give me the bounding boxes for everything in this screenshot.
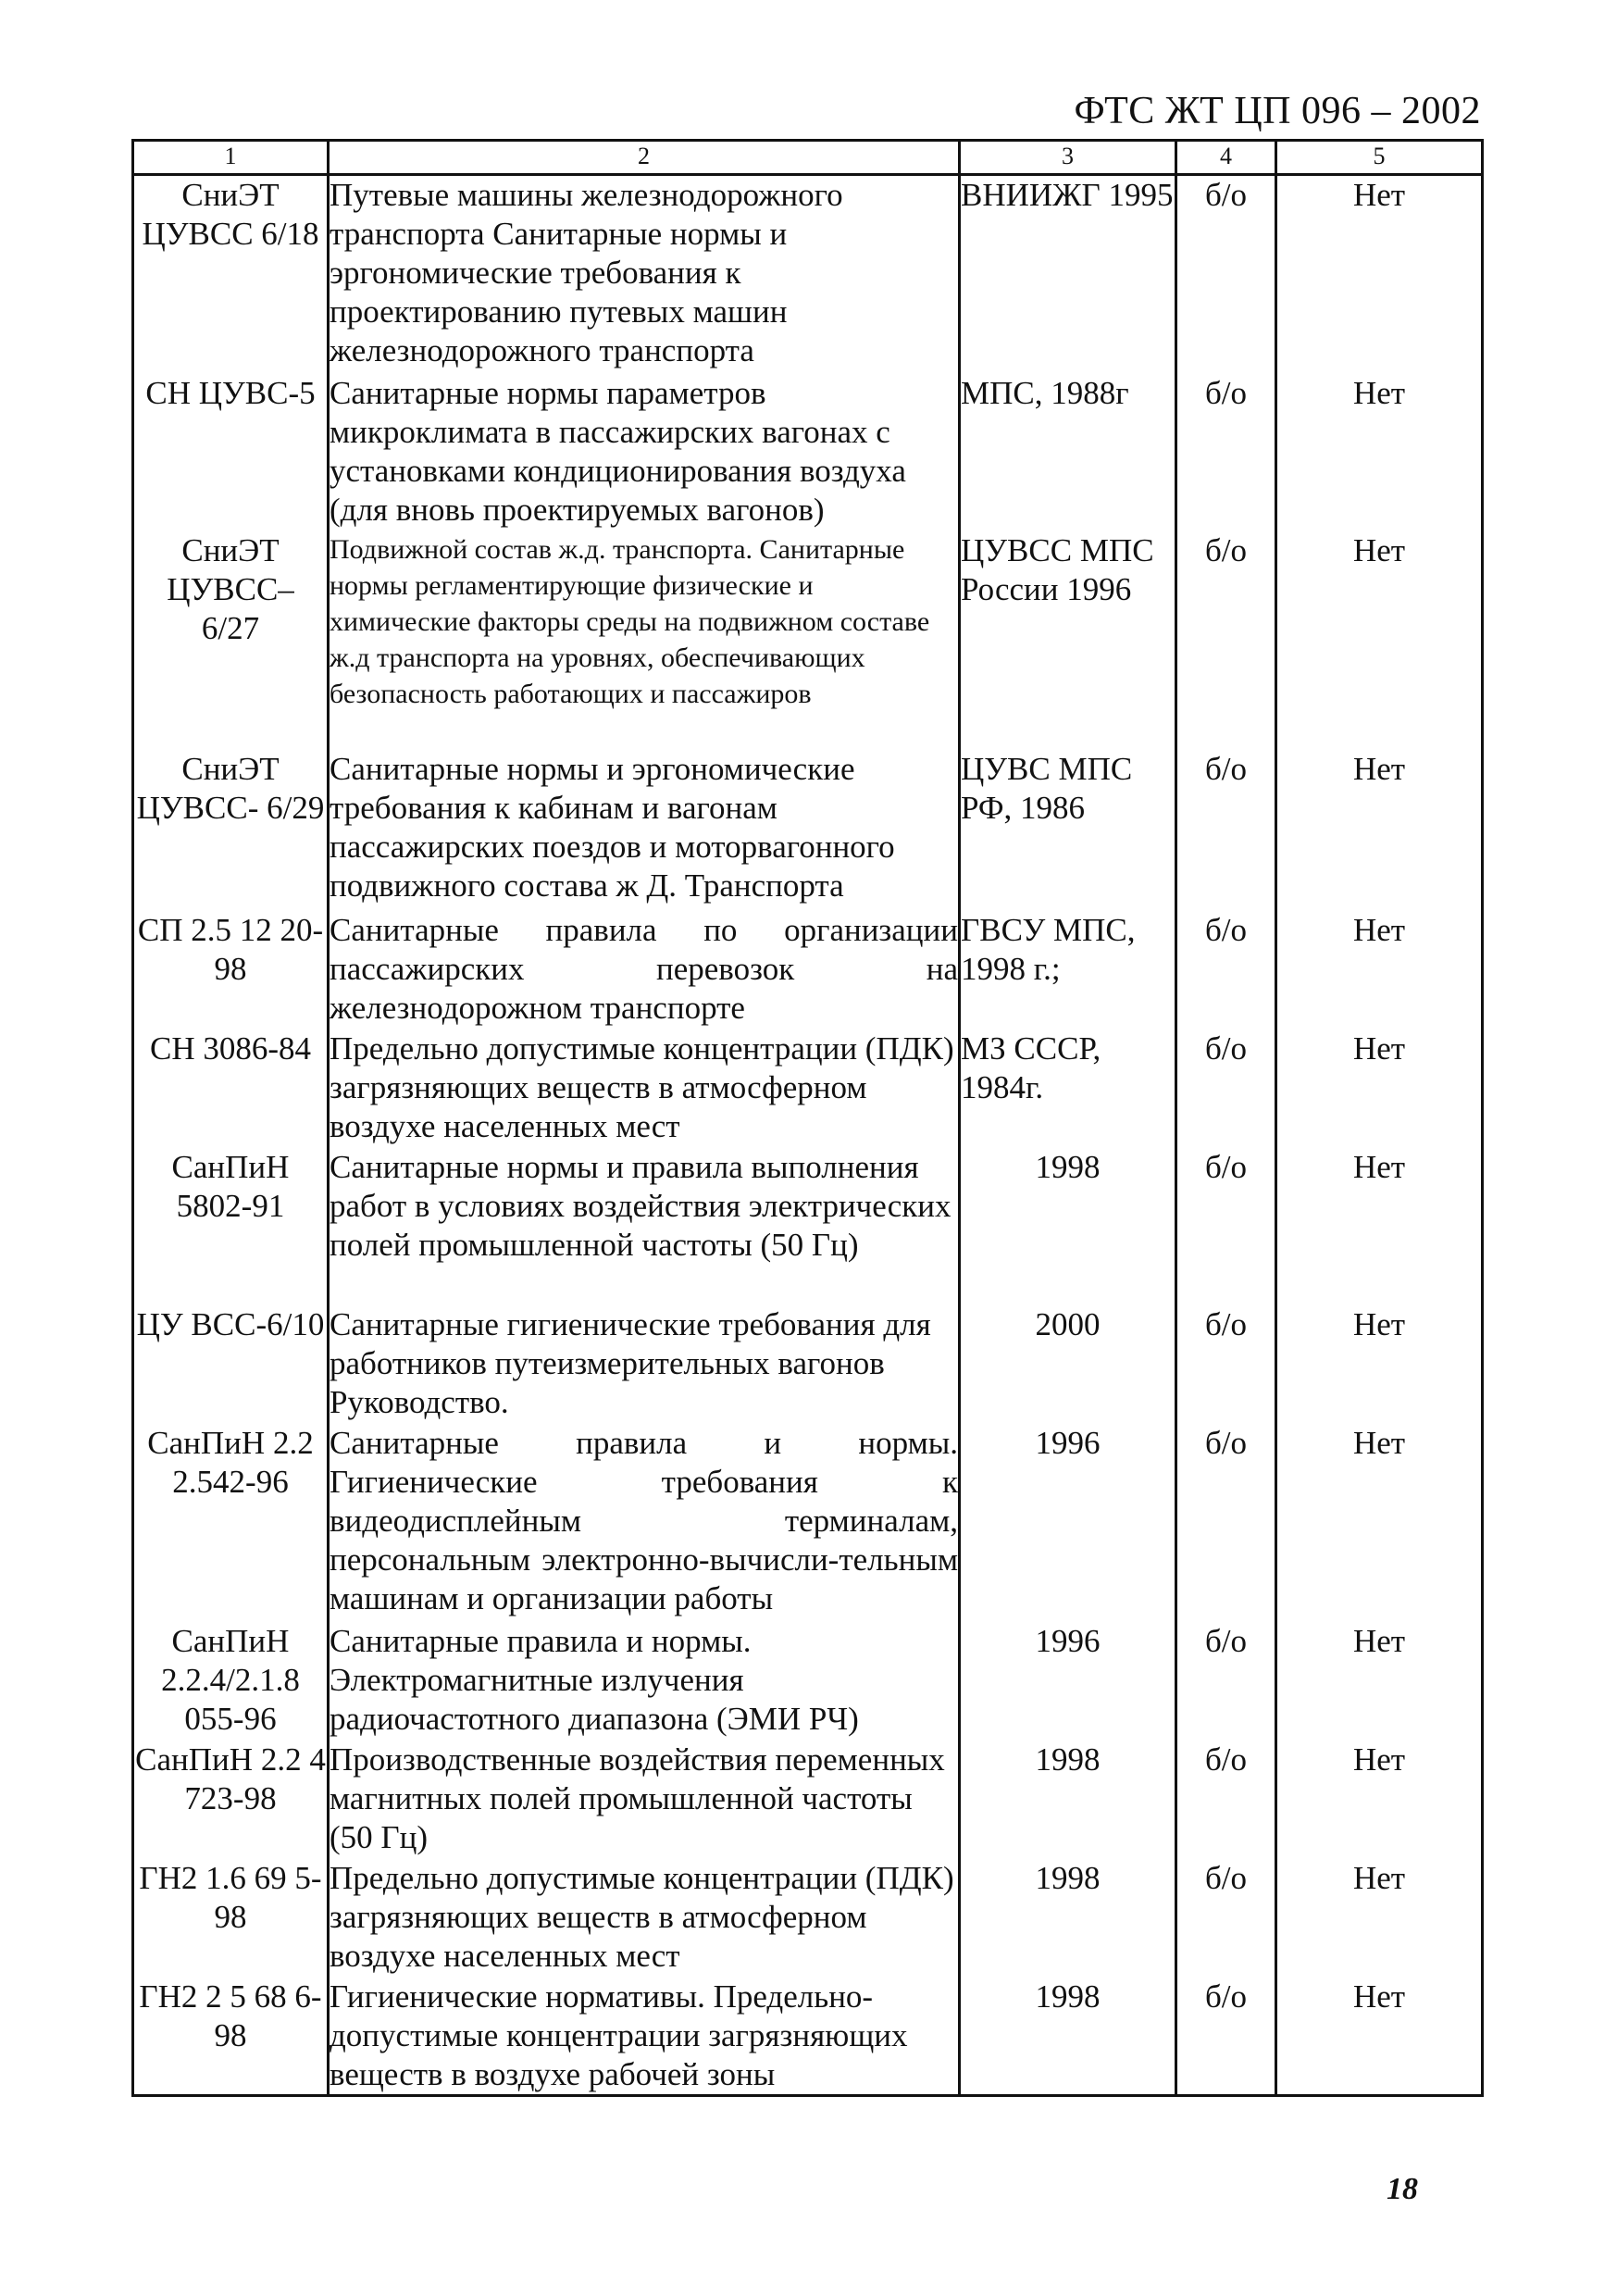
standard-availability: Нет [1276,911,1483,1029]
table-row [133,1305,1483,1424]
column-number-4: 4 [1176,141,1276,175]
standard-price: б/о [1176,1424,1276,1622]
standard-availability: Нет [1276,1859,1483,1978]
standard-price: б/о [1176,374,1276,531]
column-number-2: 2 [329,141,960,175]
standard-availability: Нет [1276,374,1483,531]
standard-publisher: 1998 [960,1978,1176,2096]
table-row [133,531,1483,750]
table-row [133,1978,1483,2096]
standard-price: б/о [1176,750,1276,911]
standard-availability: Нет [1276,1424,1483,1622]
standard-publisher: 1998 [960,1741,1176,1859]
standard-title: Санитарные правила по организации пассажирских перевозок на железнодорожном транспорте [329,911,960,1029]
standard-availability: Нет [1276,1978,1483,2096]
standard-code: СП 2.5 12 20-98 [133,911,329,1029]
standard-code: СанПиН 5802-91 [133,1148,329,1305]
standard-publisher: 2000 [960,1305,1176,1424]
standard-publisher: ВНИИЖГ 1995 [960,175,1176,374]
standard-publisher: 1998 [960,1859,1176,1978]
page-number: 18 [1387,2172,1418,2206]
standard-title: Санитарные нормы и эргономические требования к кабинам и вагонам пассажирских поездов и моторвагонного подвижного состава ж Д. Транспорта [329,750,960,911]
standard-code: СниЭТ ЦУВСС- 6/29 [133,750,329,911]
standard-publisher: МЗ СССР, 1984г. [960,1029,1176,1148]
standard-price: б/о [1176,1622,1276,1741]
table-row [133,1029,1483,1148]
standard-price: б/о [1176,1305,1276,1424]
standard-title: Санитарные правила и нормы. Электромагнитные излучения радиочастотного диапазона (ЭМИ РЧ) [329,1622,960,1741]
standard-code: ЦУ ВСС-6/10 [133,1305,329,1424]
standard-code: ГН2 1.6 69 5-98 [133,1859,329,1978]
table-row [133,374,1483,531]
standard-code: СниЭТ ЦУВСС– 6/27 [133,531,329,750]
standard-publisher: ЦУВСС МПС России 1996 [960,531,1176,750]
standard-publisher: 1996 [960,1424,1176,1622]
standard-title: Предельно допустимые концентрации (ПДК) загрязняющих веществ в атмосферном воздухе населенных мест [329,1859,960,1978]
standard-availability: Нет [1276,1148,1483,1305]
standard-availability: Нет [1276,1029,1483,1148]
standard-availability: Нет [1276,175,1483,374]
standard-price: б/о [1176,175,1276,374]
standard-code: СН 3086-84 [133,1029,329,1148]
standards-table [131,139,1484,2097]
table-row [133,911,1483,1029]
standard-title: Санитарные гигиенические требования для работников путеизмерительных вагонов Руководство. [329,1305,960,1424]
table-row [133,1622,1483,1741]
standard-availability: Нет [1276,1741,1483,1859]
standard-title: Подвижной состав ж.д. транспорта. Санитарные нормы регламентирующие физические и химические факторы среды на подвижном составе ж.д транспорта на уровнях, обеспечивающих безопасность работающих и пассажиров [329,531,960,750]
standard-publisher: 1996 [960,1622,1176,1741]
column-number-3: 3 [960,141,1176,175]
column-number-row [133,141,1483,175]
standard-publisher: МПС, 1988г [960,374,1176,531]
standard-code: ГН2 2 5 68 6-98 [133,1978,329,2096]
standard-code: СанПиН 2.2 2.542-96 [133,1424,329,1622]
column-number-1: 1 [133,141,329,175]
document-code: ФТС ЖТ ЦП 096 – 2002 [1074,90,1481,132]
column-number-5: 5 [1276,141,1483,175]
table-row [133,750,1483,911]
standard-price: б/о [1176,1978,1276,2096]
standard-publisher: ЦУВС МПС РФ, 1986 [960,750,1176,911]
standard-availability: Нет [1276,531,1483,750]
standard-price: б/о [1176,1148,1276,1305]
standard-publisher: 1998 [960,1148,1176,1305]
standard-price: б/о [1176,531,1276,750]
standard-publisher: ГВСУ МПС, 1998 г.; [960,911,1176,1029]
standard-availability: Нет [1276,1305,1483,1424]
standard-title: Санитарные нормы параметров микроклимата в пассажирских вагонах с установками кондиционирования воздуха (для вновь проектируемых вагонов) [329,374,960,531]
standard-code: СН ЦУВС-5 [133,374,329,531]
standard-title: Гигиенические нормативы. Предельно-допустимые концентрации загрязняющих веществ в воздухе рабочей зоны [329,1978,960,2096]
standard-availability: Нет [1276,750,1483,911]
standard-code: СанПиН 2.2 4 723-98 [133,1741,329,1859]
standard-code: СниЭТ ЦУВСС 6/18 [133,175,329,374]
table-row [133,1148,1483,1305]
table-row [133,175,1483,374]
table-row [133,1424,1483,1622]
standard-code: СанПиН 2.2.4/2.1.8 055-96 [133,1622,329,1741]
standard-title: Производственные воздействия переменных магнитных полей промышленной частоты (50 Гц) [329,1741,960,1859]
table-row [133,1741,1483,1859]
standard-title: Санитарные правила и нормы. Гигиенические требования к видеодисплейным терминалам, персональным электронно-вычисли-тельным машинам и организации работы [329,1424,960,1622]
standard-price: б/о [1176,1859,1276,1978]
standard-availability: Нет [1276,1622,1483,1741]
standard-price: б/о [1176,1029,1276,1148]
standard-title: Путевые машины железнодорожного транспорта Санитарные нормы и эргономические требования к проектированию путевых машин железнодорожного транспорта [329,175,960,374]
standard-price: б/о [1176,1741,1276,1859]
table-row [133,1859,1483,1978]
standard-title: Санитарные нормы и правила выполнения работ в условиях воздействия электрических полей промышленной частоты (50 Гц) [329,1148,960,1305]
standard-price: б/о [1176,911,1276,1029]
standard-title: Предельно допустимые концентрации (ПДК) загрязняющих веществ в атмосферном воздухе населенных мест [329,1029,960,1148]
